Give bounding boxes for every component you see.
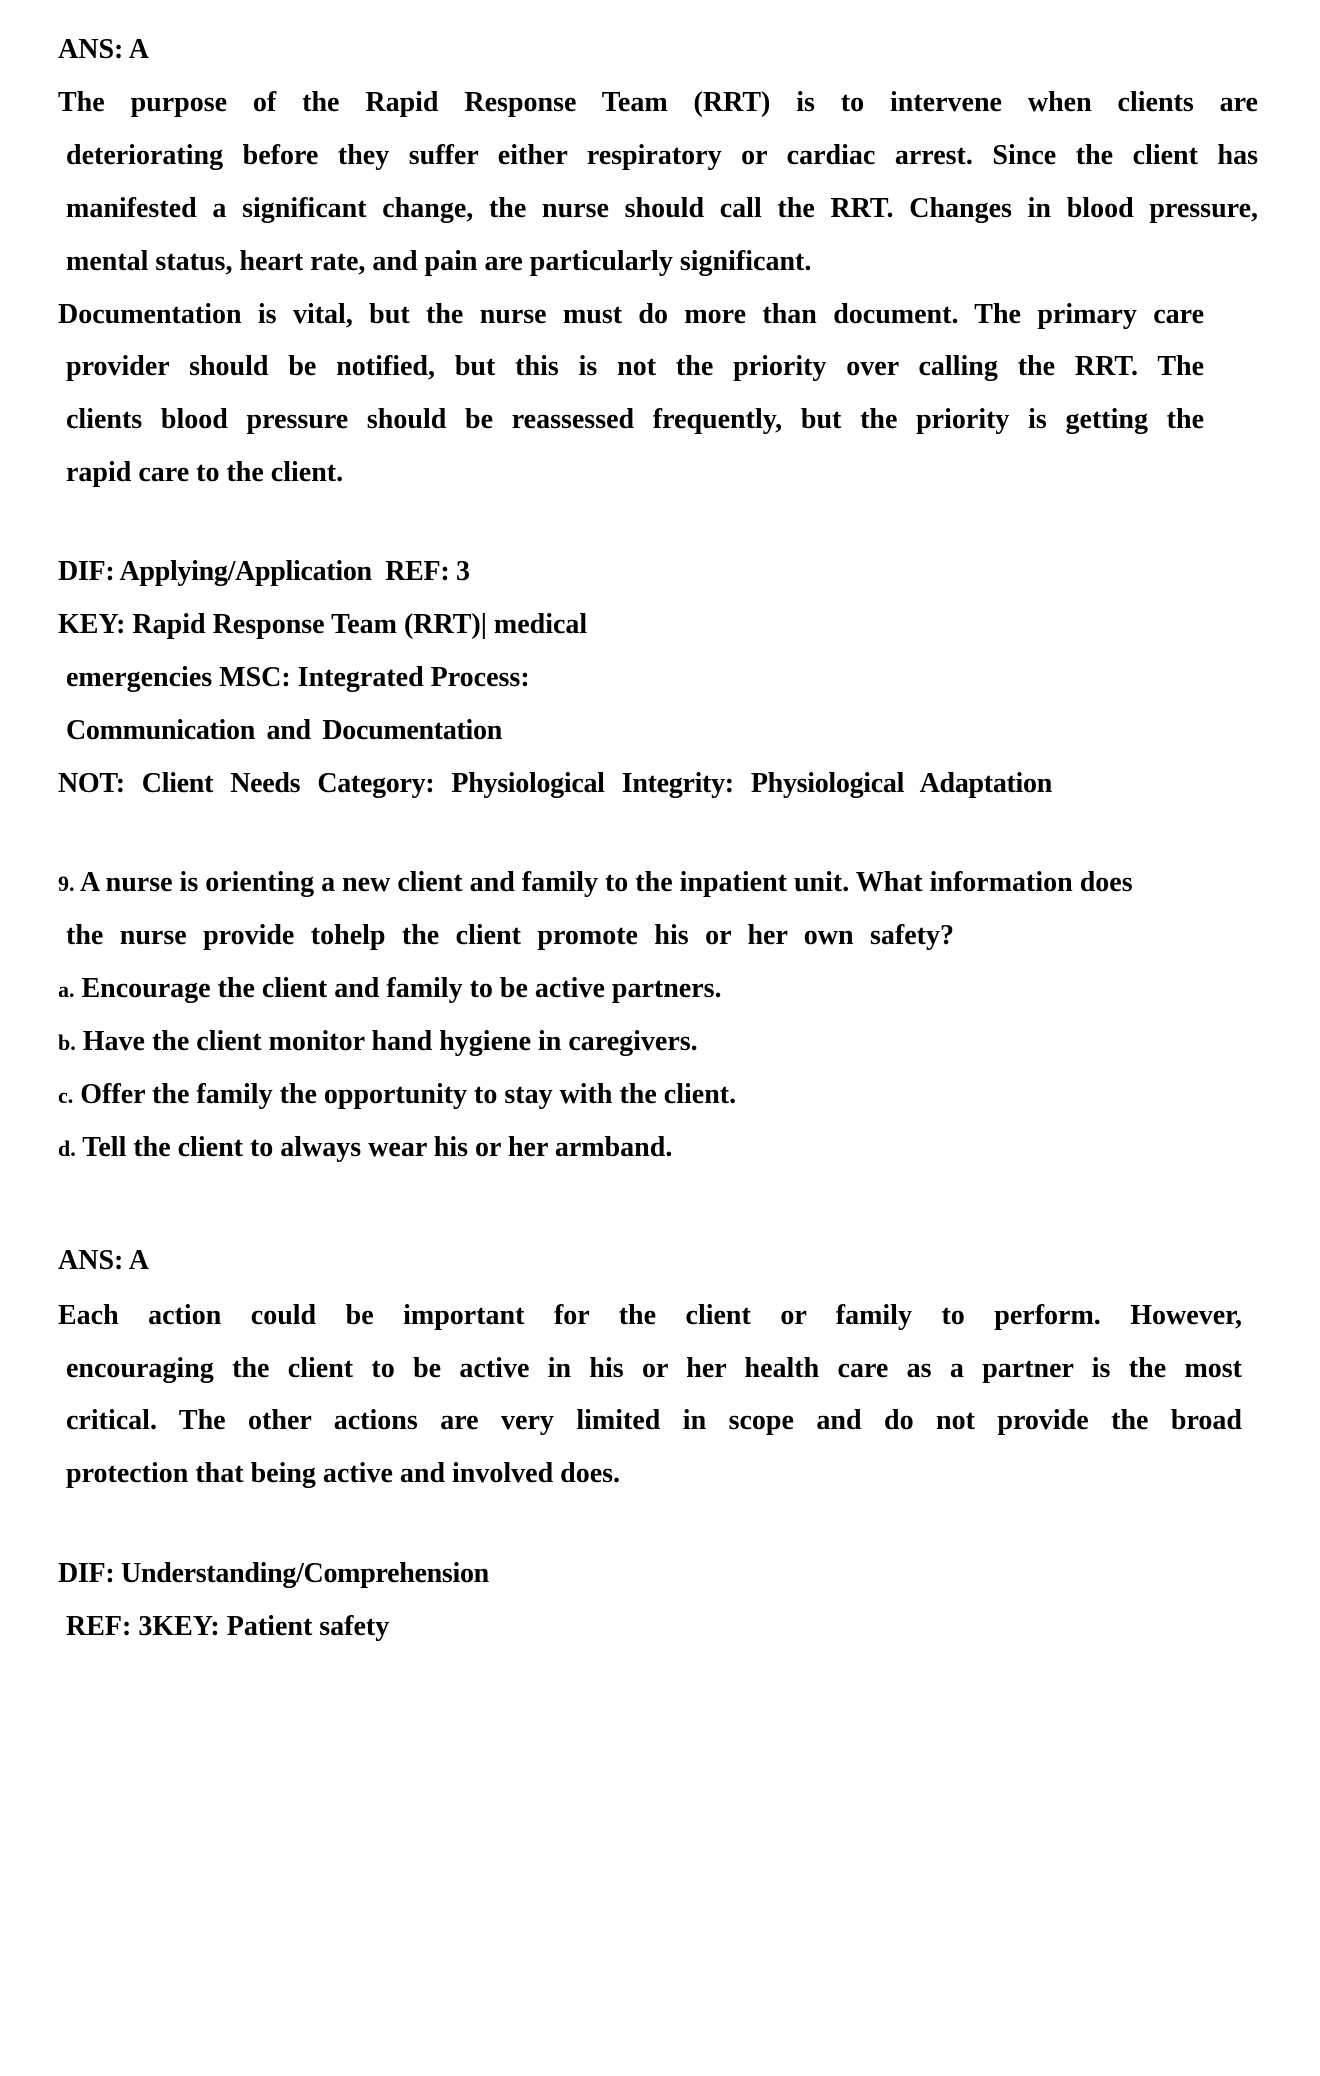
option-item [58,1131,672,1166]
key-line: KEY: Rapid Response Team (RRT)| medical [58,609,588,640]
difficulty-line [58,555,470,589]
option-item [58,1078,736,1113]
option-text: Offer the family the opportunity to stay with the client. [80,1079,737,1110]
option-text: Tell the client to always wear his or her armband. [82,1132,673,1163]
option-item [58,972,722,1007]
rationale-line: protection that being active and involved does. [66,1458,621,1489]
reference: REF: 3 [385,556,470,587]
rationale-line: clients blood pressure should be reassessed frequently, but the priority is getting the [66,404,1204,435]
option-letter: a. [58,977,75,1002]
question-stem [58,866,1238,901]
rationale-line: critical. The other actions are very limited in scope and do not provide the broad [66,1405,1242,1436]
rationale-line: rapid care to the client. [66,457,344,488]
option-letter: c. [58,1083,74,1108]
rationale-line: Documentation is vital, but the nurse must do more than document. The primary care [58,299,1204,330]
option-letter: b. [58,1030,76,1055]
question-stem-line2: the nurse provide tohelp the client promote his or her own safety? [66,920,954,951]
option-letter: d. [58,1136,76,1161]
answer-line: ANS: A [58,34,150,65]
answer-line: ANS: A [58,1245,150,1276]
rationale-line: provider should be notified, but this is not the priority over calling the RRT. The [66,351,1204,382]
rationale-line: The purpose of the Rapid Response Team (RRT) is to intervene when clients are [58,87,1258,118]
reference-key-line: REF: 3KEY: Patient safety [66,1611,390,1642]
rationale-line: mental status, heart rate, and pain are particularly significant. [66,246,812,277]
option-text: Encourage the client and family to be active partners. [81,973,722,1004]
key-line: Communication and Documentation [66,715,502,746]
client-needs-line: NOT: Client Needs Category: Physiological Integrity: Physiological Adaptation [58,768,1052,799]
option-text: Have the client monitor hand hygiene in caregivers. [82,1026,698,1057]
difficulty: DIF: Applying/Application [58,556,372,587]
key-line: emergencies MSC: Integrated Process: [66,662,530,693]
rationale-line: manifested a significant change, the nurse should call the RRT. Changes in blood pressure, [66,193,1258,224]
rationale-line: deteriorating before they suffer either respiratory or cardiac arrest. Since the client has [66,140,1258,171]
difficulty-line: DIF: Understanding/Comprehension [58,1558,489,1589]
question-number: 9. [58,871,75,896]
question-stem-text: A nurse is orienting a new client and family to the inpatient unit. What information does [79,867,1133,898]
rationale-line: Each action could be important for the client or family to perform. However, [58,1300,1242,1331]
option-item [58,1025,698,1060]
rationale-line: encouraging the client to be active in his or her health care as a partner is the most [66,1353,1242,1384]
